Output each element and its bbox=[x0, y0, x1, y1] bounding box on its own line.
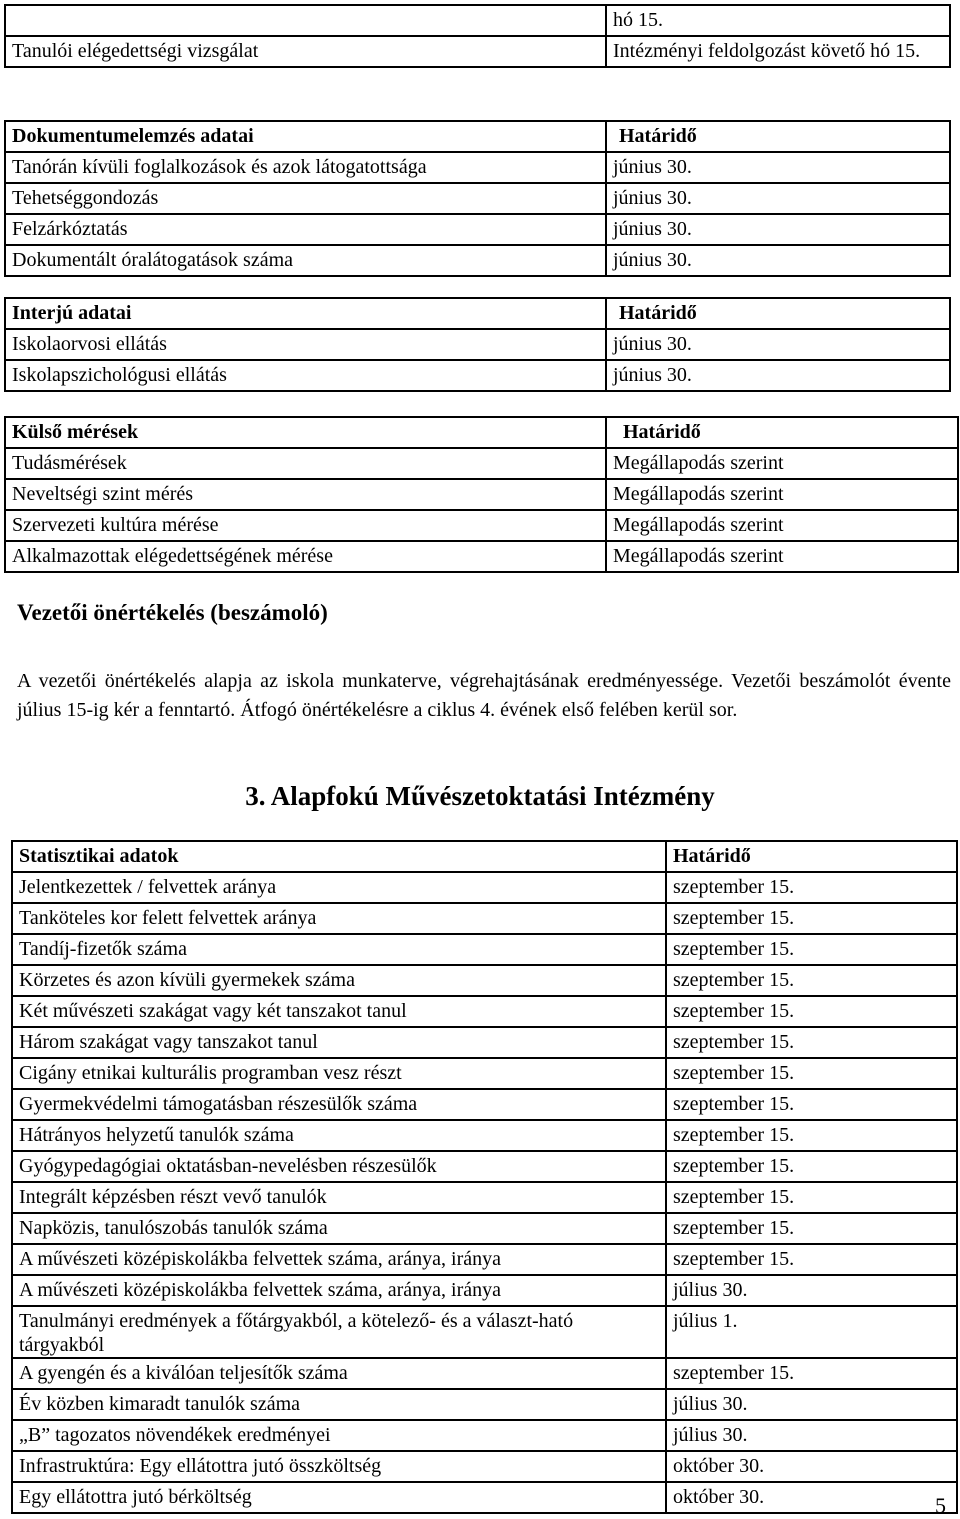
section-heading: Vezetői önértékelés (beszámoló) bbox=[17, 600, 328, 625]
row-value: szeptember 15. bbox=[666, 996, 957, 1027]
table-row bbox=[5, 360, 950, 391]
row-value: július 1. bbox=[666, 1306, 957, 1358]
header-deadline: Határidő bbox=[606, 298, 950, 329]
row-label: Tudásmérések bbox=[5, 448, 606, 479]
row-value: szeptember 15. bbox=[666, 1058, 957, 1089]
row-label: Napközis, tanulószobás tanulók száma bbox=[12, 1213, 666, 1244]
table-surveys bbox=[4, 4, 951, 68]
table-document-analysis bbox=[4, 120, 951, 277]
row-label: Szervezeti kultúra mérése bbox=[5, 510, 606, 541]
row-value: szeptember 15. bbox=[666, 1182, 957, 1213]
row-value: szeptember 15. bbox=[666, 1358, 957, 1389]
table-header-row bbox=[5, 298, 950, 329]
header-deadline: Határidő bbox=[666, 841, 957, 872]
table-row bbox=[12, 1089, 957, 1120]
row-label: Felzárkóztatás bbox=[5, 214, 606, 245]
table-row bbox=[12, 996, 957, 1027]
table-row bbox=[5, 183, 950, 214]
row-value: hó 15. bbox=[606, 5, 950, 36]
header-deadline: Határidő bbox=[606, 417, 958, 448]
row-value: szeptember 15. bbox=[666, 1089, 957, 1120]
table-row bbox=[5, 214, 950, 245]
row-value: június 30. bbox=[606, 152, 950, 183]
table-row bbox=[5, 541, 958, 572]
row-value: szeptember 15. bbox=[666, 1120, 957, 1151]
row-value: Megállapodás szerint bbox=[606, 510, 958, 541]
row-label: Hátrányos helyzetű tanulók száma bbox=[12, 1120, 666, 1151]
table-row bbox=[12, 1151, 957, 1182]
row-label: Három szakágat vagy tanszakot tanul bbox=[12, 1027, 666, 1058]
table-row bbox=[5, 448, 958, 479]
row-value: június 30. bbox=[606, 360, 950, 391]
table-external-measurements bbox=[4, 416, 959, 573]
table-row bbox=[12, 1358, 957, 1389]
table-row bbox=[12, 1244, 957, 1275]
table-row bbox=[12, 1213, 957, 1244]
table-header-row bbox=[5, 121, 950, 152]
table-row bbox=[12, 1389, 957, 1420]
row-label: Gyermekvédelmi támogatásban részesülők száma bbox=[12, 1089, 666, 1120]
row-value: szeptember 15. bbox=[666, 1151, 957, 1182]
row-label bbox=[5, 5, 606, 36]
table-row bbox=[5, 245, 950, 276]
table-row bbox=[12, 1182, 957, 1213]
table-row bbox=[12, 1027, 957, 1058]
page-number: 5 bbox=[935, 1493, 946, 1518]
row-label: Tehetséggondozás bbox=[5, 183, 606, 214]
row-label: Integrált képzésben részt vevő tanulók bbox=[12, 1182, 666, 1213]
row-value: október 30. bbox=[666, 1451, 957, 1482]
table-row bbox=[12, 934, 957, 965]
row-value: június 30. bbox=[606, 245, 950, 276]
row-label: Tanulmányi eredmények a főtárgyakból, a kötelező- és a választ-ható tárgyakból bbox=[12, 1306, 666, 1358]
table-row bbox=[5, 36, 950, 67]
row-value: Megállapodás szerint bbox=[606, 541, 958, 572]
row-value: szeptember 15. bbox=[666, 1244, 957, 1275]
row-value: szeptember 15. bbox=[666, 872, 957, 903]
table-row bbox=[12, 1275, 957, 1306]
row-value: július 30. bbox=[666, 1389, 957, 1420]
row-label: Iskolaorvosi ellátás bbox=[5, 329, 606, 360]
table-row bbox=[12, 1058, 957, 1089]
table-header-row bbox=[5, 417, 958, 448]
row-label: Alkalmazottak elégedettségének mérése bbox=[5, 541, 606, 572]
row-label: Év közben kimaradt tanulók száma bbox=[12, 1389, 666, 1420]
row-label: Egy ellátottra jutó bérköltség bbox=[12, 1482, 666, 1513]
row-label: A gyengén és a kiválóan teljesítők száma bbox=[12, 1358, 666, 1389]
table-row bbox=[12, 1306, 957, 1358]
row-label: Két művészeti szakágat vagy két tanszakot tanul bbox=[12, 996, 666, 1027]
table-interview bbox=[4, 297, 951, 392]
table-row bbox=[12, 903, 957, 934]
table-row bbox=[5, 152, 950, 183]
header-label: Interjú adatai bbox=[5, 298, 606, 329]
row-value: szeptember 15. bbox=[666, 934, 957, 965]
row-value: június 30. bbox=[606, 329, 950, 360]
row-value: szeptember 15. bbox=[666, 1027, 957, 1058]
row-label: „B” tagozatos növendékek eredményei bbox=[12, 1420, 666, 1451]
table-row bbox=[5, 479, 958, 510]
table-header-row bbox=[12, 841, 957, 872]
table-statistics bbox=[11, 840, 958, 1514]
row-value: szeptember 15. bbox=[666, 1213, 957, 1244]
row-value: október 30. bbox=[666, 1482, 957, 1513]
header-label: Külső mérések bbox=[5, 417, 606, 448]
row-value: július 30. bbox=[666, 1420, 957, 1451]
chapter-title: 3. Alapfokú Művészetoktatási Intézmény bbox=[245, 781, 715, 811]
row-value: július 30. bbox=[666, 1275, 957, 1306]
row-label: Körzetes és azon kívüli gyermekek száma bbox=[12, 965, 666, 996]
section-paragraph: A vezetői önértékelés alapja az iskola munkaterve, végrehajtásának eredményessége. Vezetői beszámolót évente július 15-ig kér a fenntartó. Átfogó önértékelésre a ciklus 4. évének első felében kerül sor. bbox=[17, 670, 951, 721]
table-row bbox=[12, 965, 957, 996]
row-label: A művészeti középiskolákba felvettek száma, aránya, iránya bbox=[12, 1244, 666, 1275]
row-label: Gyógypedagógiai oktatásban-nevelésben részesülők bbox=[12, 1151, 666, 1182]
table-row bbox=[12, 1120, 957, 1151]
header-deadline: Határidő bbox=[606, 121, 950, 152]
row-label: Tanköteles kor felett felvettek aránya bbox=[12, 903, 666, 934]
table-row bbox=[5, 5, 950, 36]
row-label: A művészeti középiskolákba felvettek száma, aránya, iránya bbox=[12, 1275, 666, 1306]
row-value: szeptember 15. bbox=[666, 965, 957, 996]
row-label: Dokumentált óralátogatások száma bbox=[5, 245, 606, 276]
header-label: Dokumentumelemzés adatai bbox=[5, 121, 606, 152]
row-label: Tandíj-fizetők száma bbox=[12, 934, 666, 965]
header-label: Statisztikai adatok bbox=[12, 841, 666, 872]
table-row bbox=[12, 872, 957, 903]
row-value: június 30. bbox=[606, 214, 950, 245]
row-label: Neveltségi szint mérés bbox=[5, 479, 606, 510]
row-label: Jelentkezettek / felvettek aránya bbox=[12, 872, 666, 903]
row-label: Infrastruktúra: Egy ellátottra jutó összköltség bbox=[12, 1451, 666, 1482]
row-value: Megállapodás szerint bbox=[606, 479, 958, 510]
table-row bbox=[12, 1420, 957, 1451]
row-value: Megállapodás szerint bbox=[606, 448, 958, 479]
row-value: június 30. bbox=[606, 183, 950, 214]
row-value: szeptember 15. bbox=[666, 903, 957, 934]
row-label: Tanórán kívüli foglalkozások és azok látogatottsága bbox=[5, 152, 606, 183]
table-row bbox=[5, 329, 950, 360]
table-row bbox=[5, 510, 958, 541]
table-row bbox=[12, 1482, 957, 1513]
table-row bbox=[12, 1451, 957, 1482]
row-label: Tanulói elégedettségi vizsgálat bbox=[5, 36, 606, 67]
row-label: Cigány etnikai kulturális programban vesz részt bbox=[12, 1058, 666, 1089]
row-value: Intézményi feldolgozást követő hó 15. bbox=[606, 36, 950, 67]
row-label: Iskolapszichológusi ellátás bbox=[5, 360, 606, 391]
